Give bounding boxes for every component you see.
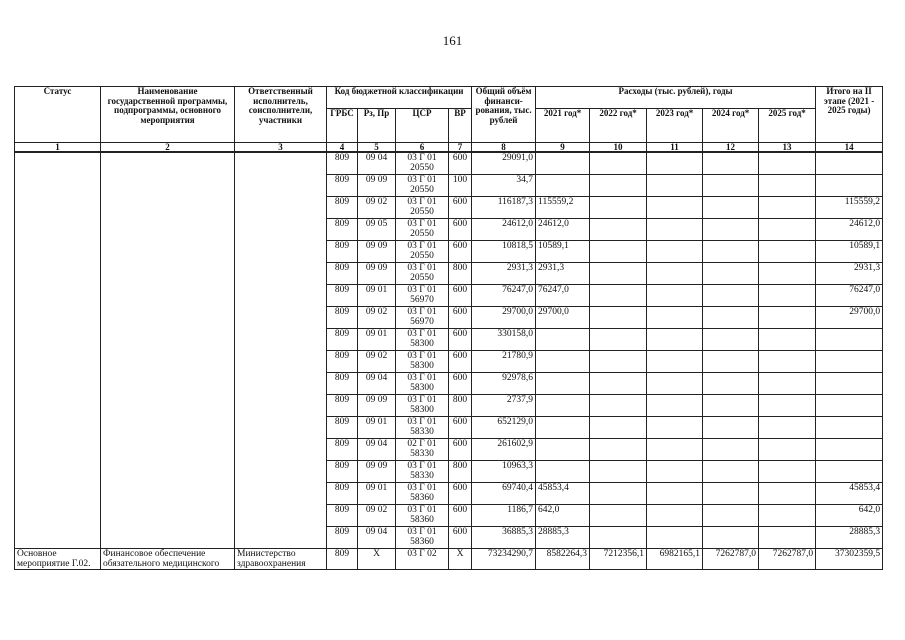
- grbs-cell: 809: [327, 241, 358, 263]
- csr-cell: 03 Г 01 58300: [396, 351, 449, 373]
- csr-cell: 03 Г 01 58330: [396, 461, 449, 483]
- grbs-cell: 809: [327, 505, 358, 527]
- stage-cell: 115559,2: [816, 197, 883, 219]
- colnum: 14: [816, 143, 883, 153]
- column-numbers-row: [15, 143, 883, 153]
- y2024-cell: [703, 152, 759, 175]
- stage-cell: [816, 395, 883, 417]
- y2023-cell: [647, 505, 703, 527]
- y2023-cell: [647, 241, 703, 263]
- vr-cell: 600: [449, 285, 472, 307]
- y2023-cell: [647, 351, 703, 373]
- total-cell: 652129,0: [472, 417, 536, 439]
- grbs-cell: 809: [327, 439, 358, 461]
- y2021-cell: 642,0: [536, 505, 590, 527]
- total-cell: 2931,3: [472, 263, 536, 285]
- y2021-cell: [536, 351, 590, 373]
- y2022-cell: [590, 395, 647, 417]
- y2024-cell: [703, 285, 759, 307]
- grbs-cell: 809: [327, 461, 358, 483]
- y2024-cell: [703, 461, 759, 483]
- y2023-cell: [647, 307, 703, 329]
- table-body: [15, 152, 883, 570]
- colnum: 13: [759, 143, 816, 153]
- total-cell: 2737,9: [472, 395, 536, 417]
- y2024-cell: [703, 351, 759, 373]
- rzpr-cell: 09 01: [358, 329, 396, 351]
- status-cell: Основное мероприятие Г.02.: [15, 549, 101, 570]
- header-vr: ВР: [449, 109, 472, 143]
- stage-cell: [816, 417, 883, 439]
- rzpr-cell: 09 02: [358, 505, 396, 527]
- colnum: 10: [590, 143, 647, 153]
- colnum: 12: [703, 143, 759, 153]
- y2025-cell: [759, 417, 816, 439]
- header-y2021: 2021 год*: [536, 109, 590, 143]
- y2024-cell: [703, 219, 759, 241]
- y2023-cell: [647, 219, 703, 241]
- stage-cell: 29700,0: [816, 307, 883, 329]
- vr-cell: 600: [449, 197, 472, 219]
- y2022-cell: [590, 461, 647, 483]
- y2023-cell: [647, 527, 703, 549]
- y2025-cell: [759, 395, 816, 417]
- y2025-cell: [759, 329, 816, 351]
- total-cell: 330158,0: [472, 329, 536, 351]
- stage-cell: [816, 461, 883, 483]
- colnum: 8: [472, 143, 536, 153]
- colnum: 6: [396, 143, 449, 153]
- status-cell: [15, 152, 101, 549]
- rzpr-cell: 09 04: [358, 527, 396, 549]
- y2022-cell: 7212356,1: [590, 549, 647, 570]
- y2025-cell: [759, 263, 816, 285]
- y2022-cell: [590, 505, 647, 527]
- csr-cell: 03 Г 02: [396, 549, 449, 570]
- total-cell: 24612,0: [472, 219, 536, 241]
- vr-cell: 600: [449, 527, 472, 549]
- y2024-cell: 7262787,0: [703, 549, 759, 570]
- stage-cell: 28885,3: [816, 527, 883, 549]
- header-y2025: 2025 год*: [759, 109, 816, 143]
- vr-cell: 600: [449, 329, 472, 351]
- y2024-cell: [703, 241, 759, 263]
- header-y2022: 2022 год*: [590, 109, 647, 143]
- y2024-cell: [703, 527, 759, 549]
- rzpr-cell: 09 09: [358, 263, 396, 285]
- csr-cell: 03 Г 01 58300: [396, 395, 449, 417]
- total-cell: 116187,3: [472, 197, 536, 219]
- y2021-cell: [536, 152, 590, 175]
- y2022-cell: [590, 373, 647, 395]
- stage-cell: [816, 329, 883, 351]
- y2023-cell: [647, 373, 703, 395]
- rzpr-cell: 09 02: [358, 351, 396, 373]
- y2023-cell: [647, 152, 703, 175]
- y2022-cell: [590, 175, 647, 197]
- rzpr-cell: 09 04: [358, 373, 396, 395]
- vr-cell: 600: [449, 417, 472, 439]
- rzpr-cell: X: [358, 549, 396, 570]
- vr-cell: 600: [449, 307, 472, 329]
- colnum: 11: [647, 143, 703, 153]
- y2021-cell: 28885,3: [536, 527, 590, 549]
- y2022-cell: [590, 351, 647, 373]
- header-program-name: Наименование государственной программы, подпрограммы, основного мероприятия: [101, 87, 235, 143]
- total-cell: 36885,3: [472, 527, 536, 549]
- stage-cell: [816, 351, 883, 373]
- grbs-cell: 809: [327, 285, 358, 307]
- vr-cell: 600: [449, 351, 472, 373]
- y2023-cell: [647, 483, 703, 505]
- total-cell: 76247,0: [472, 285, 536, 307]
- total-cell: 29700,0: [472, 307, 536, 329]
- stage-cell: 45853,4: [816, 483, 883, 505]
- vr-cell: 600: [449, 505, 472, 527]
- y2021-cell: 115559,2: [536, 197, 590, 219]
- y2023-cell: [647, 197, 703, 219]
- csr-cell: 03 Г 01 58330: [396, 417, 449, 439]
- csr-cell: 03 Г 01 56970: [396, 285, 449, 307]
- y2024-cell: [703, 483, 759, 505]
- rzpr-cell: 09 04: [358, 439, 396, 461]
- budget-table: [14, 86, 883, 570]
- header-total-volume: Общий объём финанси-рования, тыс. рублей: [472, 87, 536, 143]
- vr-cell: 600: [449, 373, 472, 395]
- y2024-cell: [703, 307, 759, 329]
- vr-cell: 600: [449, 439, 472, 461]
- total-cell: 10963,3: [472, 461, 536, 483]
- vr-cell: 600: [449, 219, 472, 241]
- y2021-cell: 10589,1: [536, 241, 590, 263]
- colnum: 2: [101, 143, 235, 153]
- program-name-cell: Финансовое обеспечение обязательного медицинского: [101, 549, 235, 570]
- y2021-cell: [536, 461, 590, 483]
- grbs-cell: 809: [327, 373, 358, 395]
- y2025-cell: [759, 351, 816, 373]
- csr-cell: 03 Г 01 58360: [396, 483, 449, 505]
- rzpr-cell: 09 02: [358, 307, 396, 329]
- y2024-cell: [703, 439, 759, 461]
- csr-cell: 03 Г 01 58300: [396, 373, 449, 395]
- csr-cell: 03 Г 01 56970: [396, 307, 449, 329]
- y2023-cell: [647, 417, 703, 439]
- csr-cell: 03 Г 01 20550: [396, 263, 449, 285]
- y2024-cell: [703, 329, 759, 351]
- vr-cell: X: [449, 549, 472, 570]
- rzpr-cell: 09 09: [358, 461, 396, 483]
- y2021-cell: [536, 395, 590, 417]
- grbs-cell: 809: [327, 351, 358, 373]
- csr-cell: 03 Г 01 58360: [396, 505, 449, 527]
- vr-cell: 600: [449, 483, 472, 505]
- y2021-cell: [536, 439, 590, 461]
- stage-cell: 24612,0: [816, 219, 883, 241]
- header-executor: Ответственный исполнитель, соисполнители, участники: [235, 87, 327, 143]
- total-cell: 73234290,7: [472, 549, 536, 570]
- program-name-cell: [101, 152, 235, 549]
- total-cell: 92978,6: [472, 373, 536, 395]
- colnum: 7: [449, 143, 472, 153]
- y2023-cell: [647, 395, 703, 417]
- csr-cell: 03 Г 01 20550: [396, 152, 449, 175]
- y2025-cell: [759, 219, 816, 241]
- vr-cell: 800: [449, 395, 472, 417]
- grbs-cell: 809: [327, 417, 358, 439]
- rzpr-cell: 09 05: [358, 219, 396, 241]
- total-cell: 29091,0: [472, 152, 536, 175]
- grbs-cell: 809: [327, 483, 358, 505]
- csr-cell: 03 Г 01 20550: [396, 175, 449, 197]
- csr-cell: 03 Г 01 20550: [396, 241, 449, 263]
- y2022-cell: [590, 329, 647, 351]
- total-cell: 69740,4: [472, 483, 536, 505]
- y2022-cell: [590, 285, 647, 307]
- vr-cell: 600: [449, 241, 472, 263]
- stage-cell: 2931,3: [816, 263, 883, 285]
- y2025-cell: 7262787,0: [759, 549, 816, 570]
- rzpr-cell: 09 01: [358, 483, 396, 505]
- colnum: 4: [327, 143, 358, 153]
- y2025-cell: [759, 527, 816, 549]
- y2022-cell: [590, 439, 647, 461]
- rzpr-cell: 09 02: [358, 197, 396, 219]
- y2024-cell: [703, 263, 759, 285]
- grbs-cell: 809: [327, 549, 358, 570]
- y2024-cell: [703, 373, 759, 395]
- grbs-cell: 809: [327, 307, 358, 329]
- y2023-cell: [647, 263, 703, 285]
- y2024-cell: [703, 417, 759, 439]
- total-cell: 10818,5: [472, 241, 536, 263]
- rzpr-cell: 09 09: [358, 241, 396, 263]
- rzpr-cell: 09 01: [358, 417, 396, 439]
- y2022-cell: [590, 263, 647, 285]
- total-cell: 261602,9: [472, 439, 536, 461]
- y2022-cell: [590, 527, 647, 549]
- rzpr-cell: 09 01: [358, 285, 396, 307]
- y2021-cell: 8582264,3: [536, 549, 590, 570]
- colnum: 5: [358, 143, 396, 153]
- header-budget-code: Код бюджетной классификации: [327, 87, 472, 109]
- y2025-cell: [759, 483, 816, 505]
- vr-cell: 800: [449, 263, 472, 285]
- y2024-cell: [703, 175, 759, 197]
- grbs-cell: 809: [327, 152, 358, 175]
- y2023-cell: [647, 285, 703, 307]
- grbs-cell: 809: [327, 395, 358, 417]
- header-total-stage: Итого на II этапе (2021 - 2025 годы): [816, 87, 883, 143]
- vr-cell: 800: [449, 461, 472, 483]
- total-cell: 21780,9: [472, 351, 536, 373]
- table-row: [15, 152, 883, 175]
- y2024-cell: [703, 197, 759, 219]
- stage-cell: 37302359,5: [816, 549, 883, 570]
- rzpr-cell: 09 09: [358, 395, 396, 417]
- csr-cell: 03 Г 01 58360: [396, 527, 449, 549]
- header-rzpr: Рз, Пр: [358, 109, 396, 143]
- y2025-cell: [759, 373, 816, 395]
- page-number: 161: [442, 33, 463, 48]
- y2025-cell: [759, 439, 816, 461]
- header-y2023: 2023 год*: [647, 109, 703, 143]
- vr-cell: 600: [449, 152, 472, 175]
- colnum: 1: [15, 143, 101, 153]
- y2021-cell: 2931,3: [536, 263, 590, 285]
- total-cell: 34,7: [472, 175, 536, 197]
- colnum: 3: [235, 143, 327, 153]
- y2025-cell: [759, 152, 816, 175]
- table-header: [15, 87, 883, 153]
- y2025-cell: [759, 461, 816, 483]
- y2024-cell: [703, 505, 759, 527]
- y2021-cell: 45853,4: [536, 483, 590, 505]
- y2022-cell: [590, 307, 647, 329]
- grbs-cell: 809: [327, 527, 358, 549]
- executor-cell: [235, 152, 327, 549]
- y2022-cell: [590, 241, 647, 263]
- y2025-cell: [759, 307, 816, 329]
- stage-cell: 76247,0: [816, 285, 883, 307]
- y2022-cell: [590, 152, 647, 175]
- header-y2024: 2024 год*: [703, 109, 759, 143]
- stage-cell: [816, 439, 883, 461]
- grbs-cell: 809: [327, 175, 358, 197]
- y2023-cell: [647, 175, 703, 197]
- y2021-cell: [536, 175, 590, 197]
- csr-cell: 02 Г 01 58330: [396, 439, 449, 461]
- y2022-cell: [590, 219, 647, 241]
- y2025-cell: [759, 505, 816, 527]
- y2025-cell: [759, 197, 816, 219]
- y2022-cell: [590, 417, 647, 439]
- rzpr-cell: 09 09: [358, 175, 396, 197]
- csr-cell: 03 Г 01 20550: [396, 219, 449, 241]
- y2024-cell: [703, 395, 759, 417]
- y2023-cell: [647, 329, 703, 351]
- stage-cell: [816, 373, 883, 395]
- header-expenses: Расходы (тыс. рублей), годы: [536, 87, 816, 109]
- stage-cell: 642,0: [816, 505, 883, 527]
- y2025-cell: [759, 285, 816, 307]
- y2025-cell: [759, 241, 816, 263]
- grbs-cell: 809: [327, 263, 358, 285]
- header-status: Статус: [15, 87, 101, 143]
- colnum: 9: [536, 143, 590, 153]
- y2023-cell: [647, 439, 703, 461]
- grbs-cell: 809: [327, 329, 358, 351]
- total-cell: 1186,7: [472, 505, 536, 527]
- stage-cell: [816, 152, 883, 175]
- stage-cell: 10589,1: [816, 241, 883, 263]
- table-row-main-event: [15, 549, 883, 570]
- header-grbs: ГРБС: [327, 109, 358, 143]
- y2021-cell: [536, 417, 590, 439]
- csr-cell: 03 Г 01 58300: [396, 329, 449, 351]
- y2023-cell: 6982165,1: [647, 549, 703, 570]
- grbs-cell: 809: [327, 219, 358, 241]
- y2021-cell: [536, 373, 590, 395]
- vr-cell: 100: [449, 175, 472, 197]
- y2022-cell: [590, 483, 647, 505]
- rzpr-cell: 09 04: [358, 152, 396, 175]
- csr-cell: 03 Г 01 20550: [396, 197, 449, 219]
- grbs-cell: 809: [327, 197, 358, 219]
- y2021-cell: [536, 329, 590, 351]
- y2021-cell: 29700,0: [536, 307, 590, 329]
- y2021-cell: 76247,0: [536, 285, 590, 307]
- y2022-cell: [590, 197, 647, 219]
- executor-cell: Министерство здравоохранения: [235, 549, 327, 570]
- y2023-cell: [647, 461, 703, 483]
- y2021-cell: 24612,0: [536, 219, 590, 241]
- y2025-cell: [759, 175, 816, 197]
- stage-cell: [816, 175, 883, 197]
- header-csr: ЦСР: [396, 109, 449, 143]
